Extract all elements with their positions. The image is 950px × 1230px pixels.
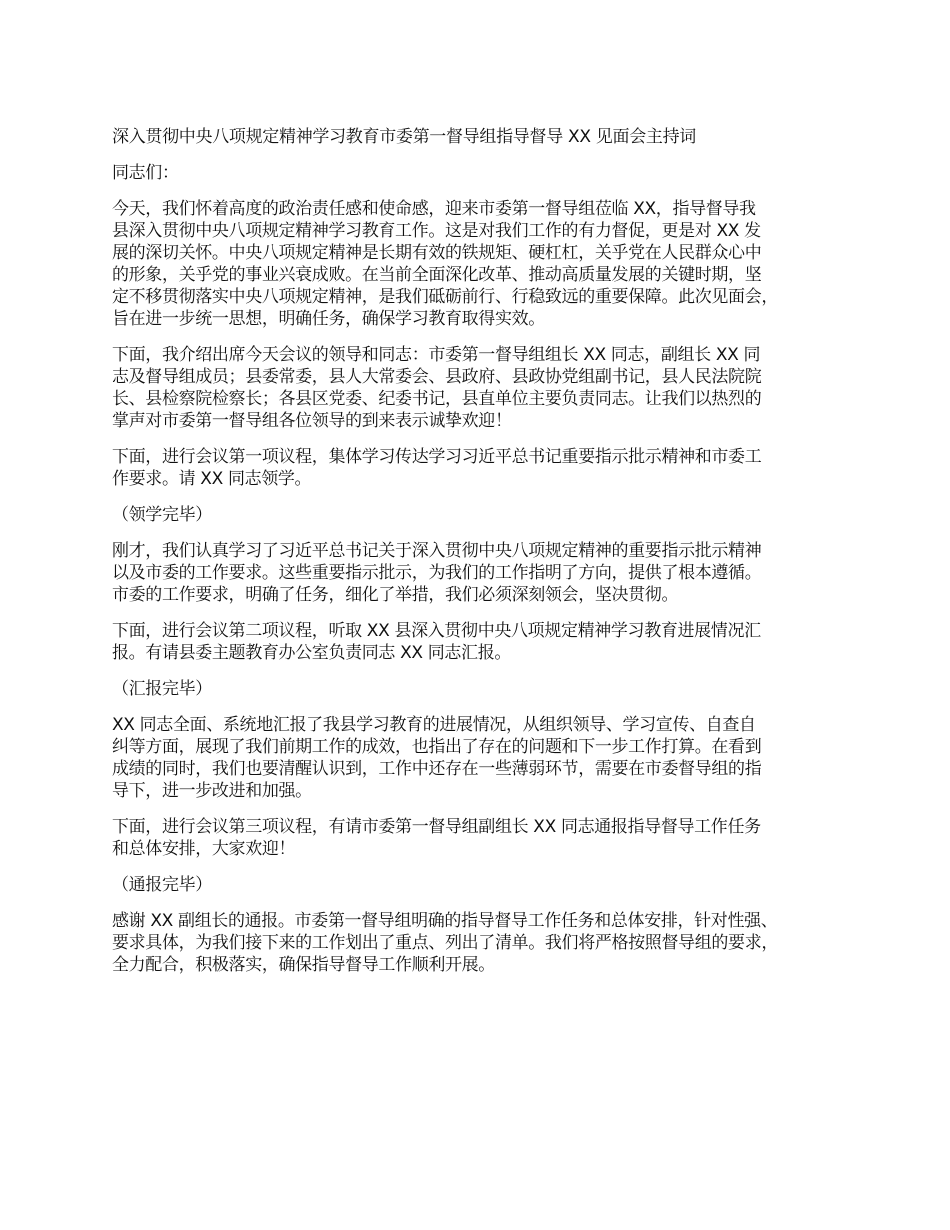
paragraph-line: 今天，我们怀着高度的政治责任感和使命感，迎来市委第一督导组莅临 XX，指导督导我 [112,199,756,219]
paragraph-line: （领学完毕） [112,505,212,525]
paragraph-line: 下面，我介绍出席今天会议的领导和同志：市委第一督导组组长 XX 同志，副组长 XX 同 [112,345,761,365]
paragraph [112,198,872,330]
paragraph [112,344,872,432]
paragraph-line: 以及市委的工作要求。这些重要指示批示，为我们的工作指明了方向，提供了根本遵循。 [112,563,762,583]
paragraph [112,816,872,860]
paragraph-line: 县深入贯彻中央八项规定精神学习教育工作。这是对我们工作的有力督促，更是对 XX 发 [112,221,761,241]
paragraph-line: 要求具体，为我们接下来的工作划出了重点、列出了清单。我们将严格按照督导组的要求， [112,933,778,953]
document-body [112,162,872,976]
paragraph-line: 的形象，关乎党的事业兴衰成败。在当前全面深化改革、推动高质量发展的关键时期，坚 [112,265,762,285]
document-title: 深入贯彻中央八项规定精神学习教育市委第一督导组指导督导 XX 见面会主持词 [112,127,696,147]
document-page [112,126,872,990]
paragraph-line: 感谢 XX 副组长的通报。市委第一督导组明确的指导督导工作任务和总体安排，针对性强、 [112,911,778,931]
paragraph-line: 下面，进行会议第三项议程，有请市委第一督导组副组长 XX 同志通报指导督导工作任务 [112,817,761,837]
paragraph [112,678,872,700]
paragraph [112,874,872,896]
paragraph [112,620,872,664]
paragraph-line: 导下，进一步改进和加强。 [112,781,312,801]
paragraph-line: 旨在进一步统一思想，明确任务，确保学习教育取得实效。 [112,309,545,329]
paragraph-line: 和总体安排，大家欢迎！ [112,839,296,859]
paragraph [112,910,872,976]
paragraph [112,540,872,606]
paragraph-line: 作要求。请 XX 同志领学。 [112,469,312,489]
paragraph-line: 定不移贯彻落实中央八项规定精神，是我们砥砺前行、行稳致远的重要保障。此次见面会， [112,287,778,307]
paragraph-line: 全力配合，积极落实，确保指导督导工作顺利开展。 [112,955,495,975]
paragraph-line: 展的深切关怀。中央八项规定精神是长期有效的铁规矩、硬杠杠，关乎党在人民群众心中 [112,243,762,263]
paragraph-line: 下面，进行会议第二项议程，听取 XX 县深入贯彻中央八项规定精神学习教育进展情况汇 [112,621,761,641]
paragraph-line: 下面，进行会议第一项议程，集体学习传达学习习近平总书记重要指示批示精神和市委工 [112,447,762,467]
paragraph-line: 成绩的同时，我们也要清醒认识到，工作中还存在一些薄弱环节，需要在市委督导组的指 [112,759,762,779]
paragraph [112,504,872,526]
paragraph-line: 市委的工作要求，明确了任务，细化了举措，我们必须深刻领会，坚决贯彻。 [112,585,679,605]
paragraph-line: （通报完毕） [112,875,212,895]
paragraph-line: 掌声对市委第一督导组各位领导的到来表示诚挚欢迎！ [112,411,512,431]
paragraph-line: 报。有请县委主题教育办公室负责同志 XX 同志汇报。 [112,643,511,663]
paragraph-line: 志及督导组成员；县委常委，县人大常委会、县政府、县政协党组副书记，县人民法院院 [112,367,762,387]
salutation [112,162,872,184]
paragraph-line: 长、县检察院检察长；各县区党委、纪委书记，县直单位主要负责同志。让我们以热烈的 [112,389,762,409]
paragraph-line: 纠等方面，展现了我们前期工作的成效，也指出了存在的问题和下一步工作打算。在看到 [112,737,762,757]
paragraph [112,446,872,490]
paragraph-line: 同志们： [112,163,179,183]
paragraph-line: （汇报完毕） [112,679,212,699]
paragraph [112,714,872,802]
paragraph-line: 刚才，我们认真学习了习近平总书记关于深入贯彻中央八项规定精神的重要指示批示精神 [112,541,762,561]
paragraph-line: XX 同志全面、系统地汇报了我县学习教育的进展情况，从组织领导、学习宣传、自查自 [112,715,756,735]
